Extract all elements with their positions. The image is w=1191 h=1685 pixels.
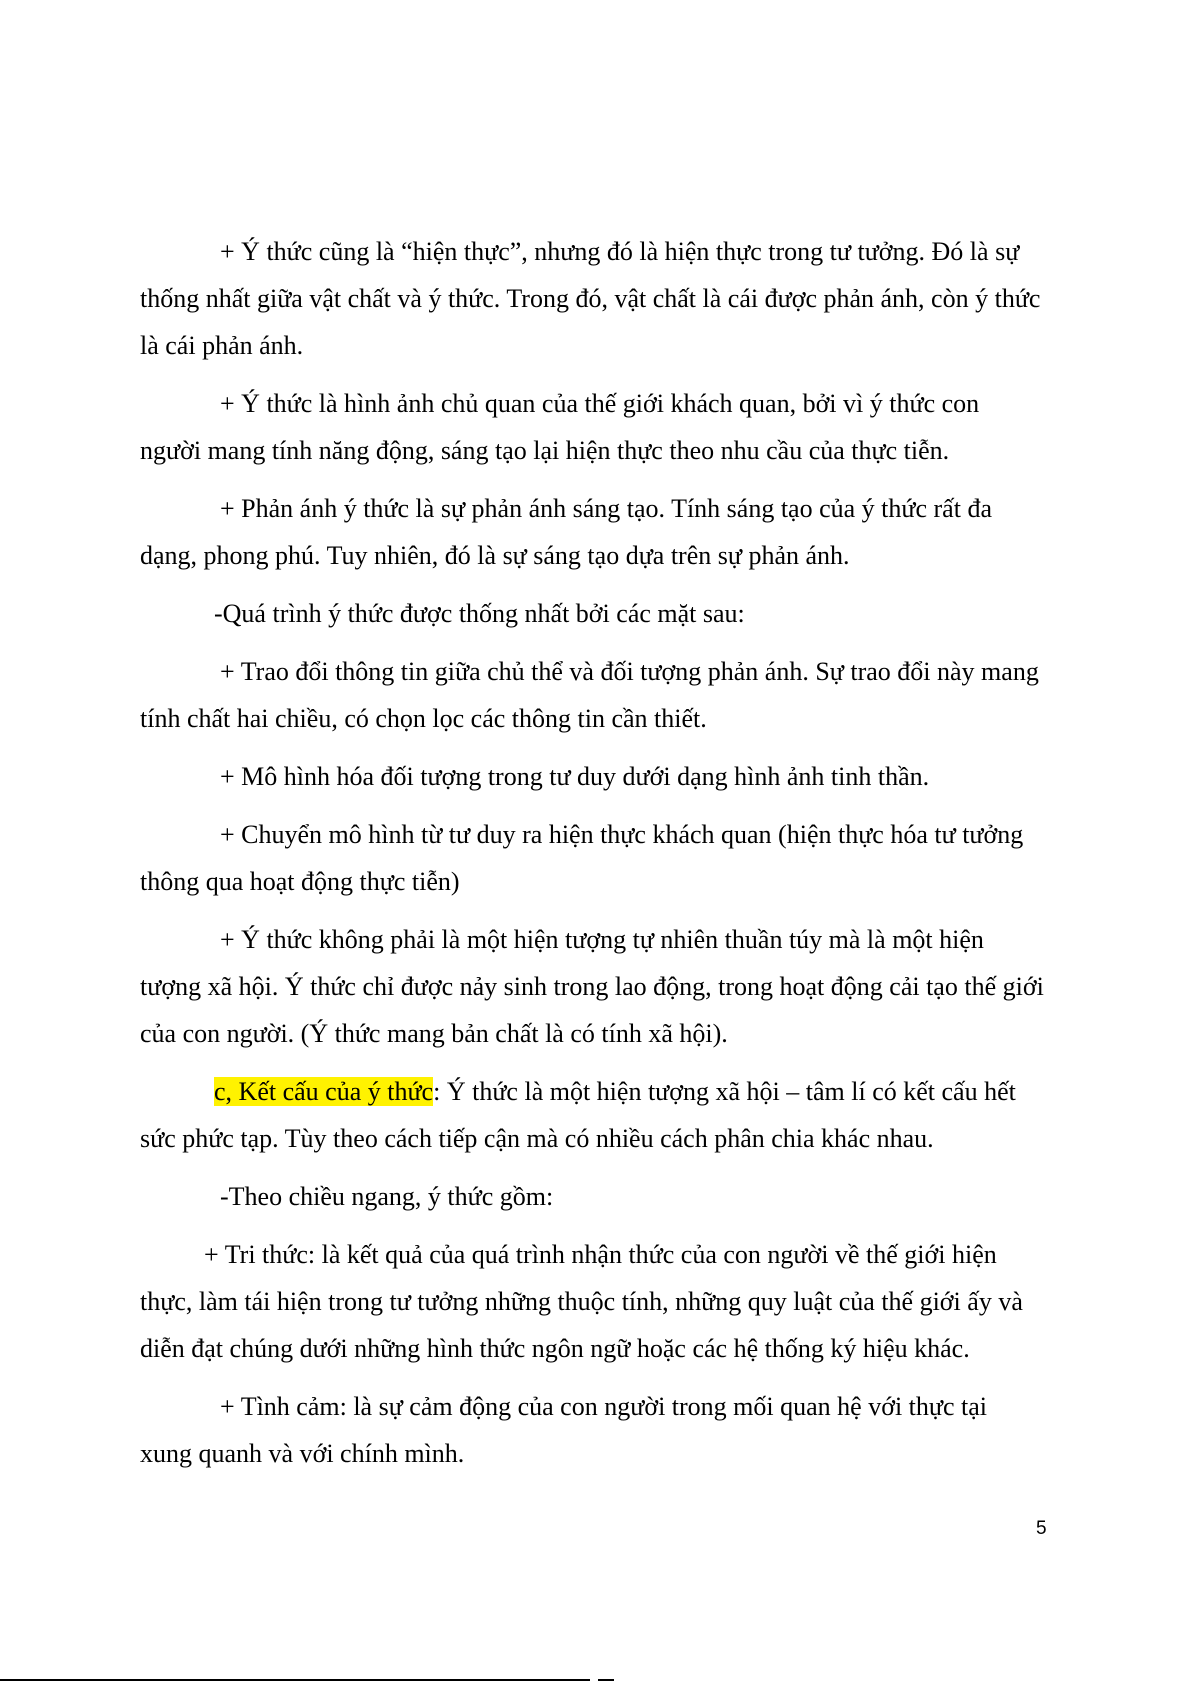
paragraph-process-intro: -Quá trình ý thức được thống nhất bởi các mặt sau: <box>214 599 745 628</box>
body-text <box>140 228 1045 1488</box>
paragraph-information-exchange: + Trao đổi thông tin giữa chủ thể và đối tượng phản ánh. Sự trao đổi này mang tính chất hai chiều, có chọn lọc các thông tin cần thiết. <box>140 657 1039 733</box>
paragraph-consciousness-reality: + Ý thức cũng là “hiện thực”, nhưng đó là hiện thực trong tư tưởng. Đó là sự thống nhất giữa vật chất và ý thức. Trong đó, vật chất là cái được phản ánh, còn ý thức là cái phản ánh. <box>140 237 1041 360</box>
paragraph-knowledge: + Tri thức: là kết quả của quá trình nhận thức của con người về thế giới hiện thực, làm tái hiện trong tư tưởng những thuộc tính, những quy luật của thế giới ấy và diễn đạt chúng dưới những hình thức ngôn ngữ hoặc các hệ thống ký hiệu khác. <box>140 1240 1023 1363</box>
page-number: 5 <box>1036 1518 1047 1539</box>
paragraph-realization: + Chuyển mô hình từ tư duy ra hiện thực khách quan (hiện thực hóa tư tưởng thông qua hoạt động thực tiễn) <box>140 820 1024 896</box>
paragraph-creative-reflection: + Phản ánh ý thức là sự phản ánh sáng tạo. Tính sáng tạo của ý thức rất đa dạng, phong phú. Tuy nhiên, đó là sự sáng tạo dựa trên sự phản ánh. <box>140 494 992 570</box>
paragraph-horizontal-intro: -Theo chiều ngang, ý thức gồm: <box>220 1182 554 1211</box>
paragraph-emotion: + Tình cảm: là sự cảm động của con người trong mối quan hệ với thực tại xung quanh và với chính mình. <box>140 1392 988 1468</box>
bottom-divider-segment <box>598 1679 614 1681</box>
paragraph-structure <box>140 1068 1045 1162</box>
bottom-divider <box>0 1679 590 1681</box>
section-heading-highlighted: c, Kết cấu của ý thức <box>214 1077 434 1106</box>
paragraph-subjective-image: + Ý thức là hình ảnh chủ quan của thế giới khách quan, bởi vì ý thức con người mang tính năng động, sáng tạo lại hiện thực theo nhu cầu của thực tiễn. <box>140 389 980 465</box>
section-structure-text: : Ý thức là một hiện tượng xã hội – tâm lí có kết cấu hết sức phức tạp. Tùy theo cách tiếp cận mà có nhiều cách phân chia khác nhau. <box>140 1077 1016 1153</box>
paragraph-social-phenomenon: + Ý thức không phải là một hiện tượng tự nhiên thuần túy mà là một hiện tượng xã hội. Ý thức chỉ được nảy sinh trong lao động, trong hoạt động cải tạo thế giới của con người. (Ý thức mang bản chất là có tính xã hội). <box>140 925 1044 1048</box>
paragraph-modeling: + Mô hình hóa đối tượng trong tư duy dưới dạng hình ảnh tinh thần. <box>220 762 930 791</box>
